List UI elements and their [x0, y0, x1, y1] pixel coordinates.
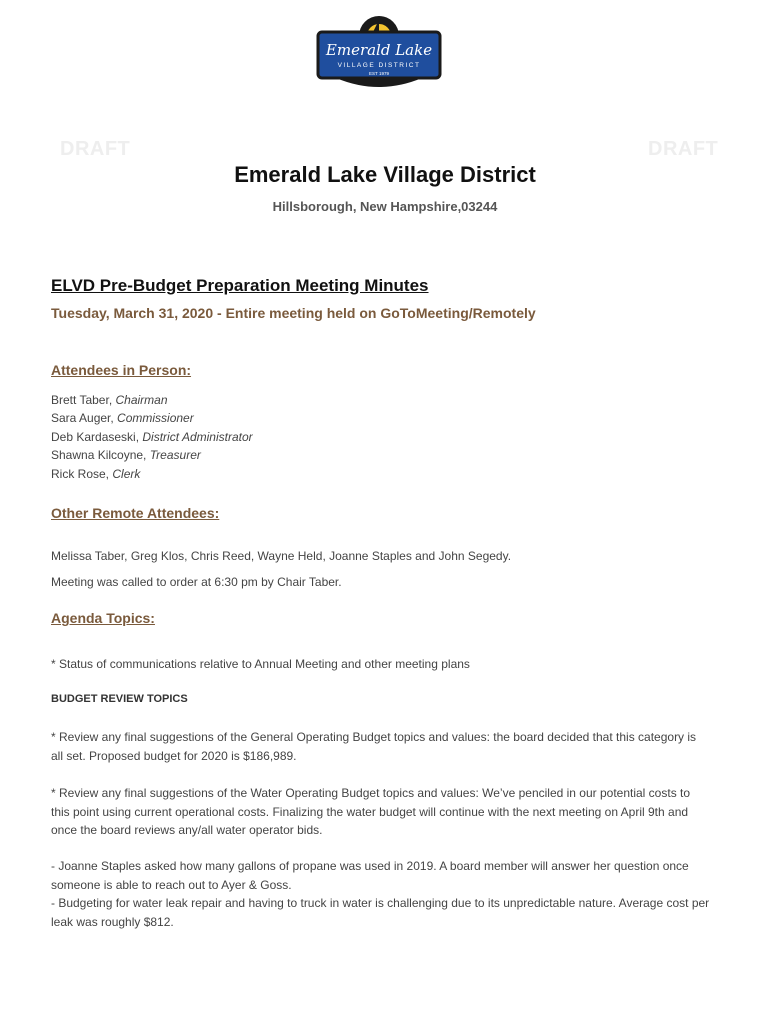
budget-review-heading: BUDGET REVIEW TOPICS — [51, 693, 188, 705]
call-to-order-text: Meeting was called to order at 6:30 pm by Chair Taber. — [51, 575, 342, 589]
agenda-item-communications: * Status of communications relative to Annual Meeting and other meeting plans — [51, 657, 470, 671]
remote-attendees-list: Melissa Taber, Greg Klos, Chris Reed, Wayne Held, Joanne Staples and John Segedy. — [51, 549, 512, 563]
attendee-name: Rick Rose, — [51, 467, 113, 481]
attendee-role: Clerk — [112, 467, 141, 481]
logo-bottom-curve — [336, 78, 422, 87]
attendee-role: Treasurer — [149, 448, 201, 462]
attendee-name: Sara Auger, — [51, 411, 118, 425]
attendee-role: District Administrator — [142, 430, 253, 444]
page-title: Emerald Lake Village District — [234, 162, 536, 187]
attendee-row — [51, 393, 168, 407]
attendee-name: Shawna Kilcoyne, — [51, 448, 150, 462]
attendee-role: Chairman — [115, 393, 168, 407]
meeting-date-line: Tuesday, March 31, 2020 - Entire meeting held on GoToMeeting/Remotely — [51, 305, 536, 321]
attendees-in-person-heading: Attendees in Person: — [51, 362, 192, 378]
remote-attendees-heading: Other Remote Attendees: — [51, 505, 220, 521]
attendee-row — [51, 411, 194, 425]
attendee-role: Commissioner — [117, 411, 194, 425]
logo-district-text: VILLAGE DISTRICT — [337, 62, 421, 69]
attendee-row — [51, 430, 253, 444]
agenda-topics-heading: Agenda Topics: — [51, 610, 155, 626]
attendee-row — [51, 448, 201, 462]
attendee-row — [51, 467, 140, 481]
draft-watermark-right: DRAFT — [648, 138, 719, 160]
logo-script-text: Emerald Lake — [325, 41, 433, 59]
water-budget-paragraph: * Review any final suggestions of the Water Operating Budget topics and values: We’ve penciled in our potential costs to this point using current operational costs. Finalizing the water budget will continue with the next meeting on April 9th and once the board reviews any/all water operator bids. — [51, 786, 691, 837]
district-logo — [316, 12, 442, 90]
page-subtitle: Hillsborough, New Hampshire,03244 — [272, 199, 498, 214]
propane-note-paragraph: - Joanne Staples asked how many gallons of propane was used in 2019. A board member will answer her question once someone is able to reach out to Ayer & Goss. — [51, 859, 689, 892]
water-leak-note-paragraph: - Budgeting for water leak repair and having to truck in water is challenging due to its unpredictable nature. Average cost per leak was roughly $812. — [51, 896, 710, 929]
attendee-name: Deb Kardaseski, — [51, 430, 143, 444]
meeting-heading: ELVD Pre-Budget Preparation Meeting Minutes — [51, 276, 429, 295]
draft-watermark-left: DRAFT — [60, 138, 131, 160]
attendee-name: Brett Taber, — [51, 393, 116, 407]
general-budget-paragraph: * Review any final suggestions of the General Operating Budget topics and values: the board decided that this category is all set. Proposed budget for 2020 is $186,989. — [51, 730, 697, 763]
logo-est-text: EST 1979 — [369, 71, 389, 76]
